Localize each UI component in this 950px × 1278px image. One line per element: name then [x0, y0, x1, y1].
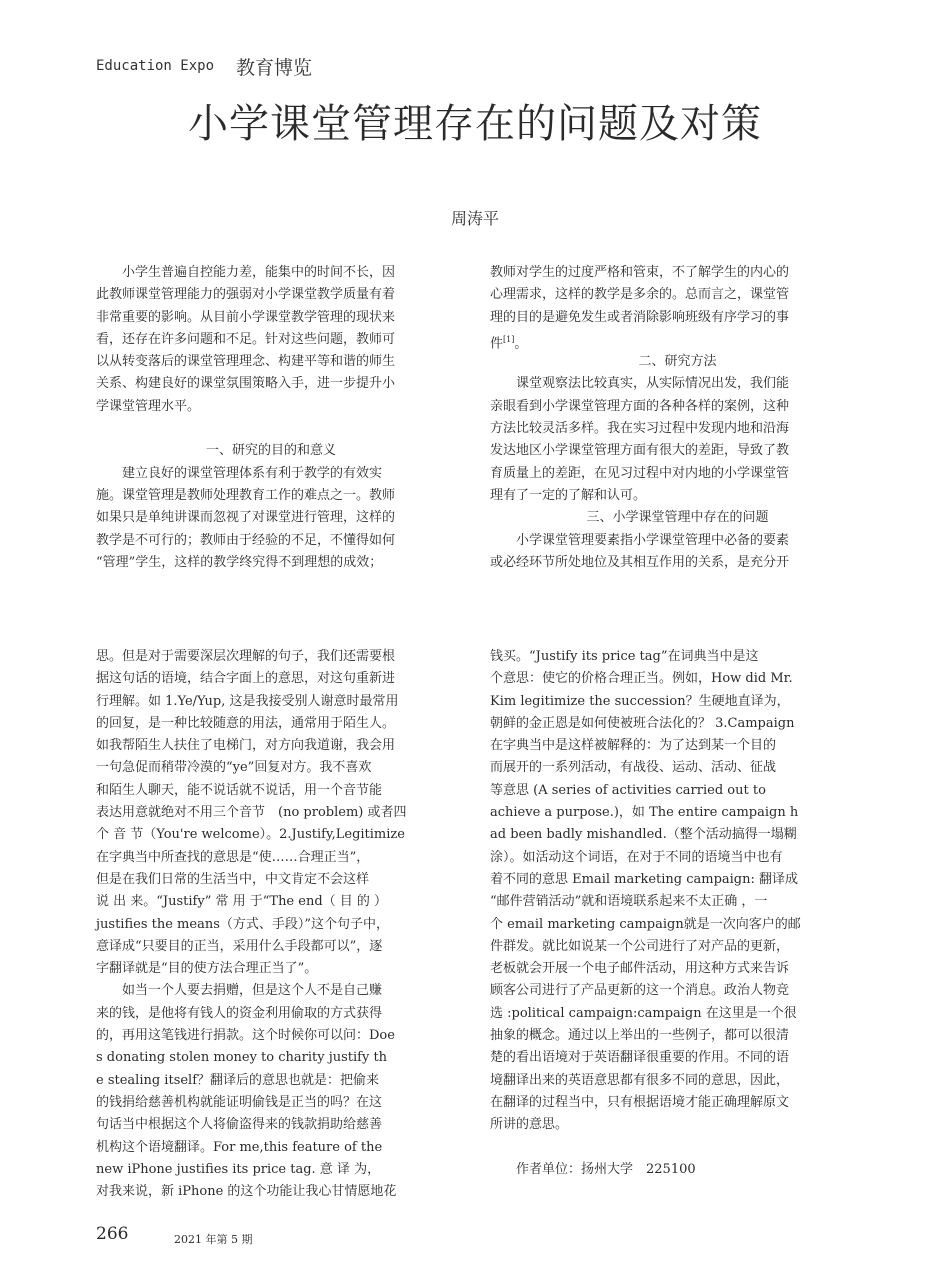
- text-line: e stealing itself？翻译后的意思也就是：把偷来: [96, 1072, 380, 1088]
- text-line: 来的钱，是他将有钱人的资金利用偷取的方式获得: [96, 1005, 383, 1021]
- text-line: 学课堂管理水平。: [96, 398, 201, 414]
- text-line: 小学课堂管理要素指小学课堂管理中必备的要素: [516, 532, 790, 548]
- text-line: 亲眼看到小学课堂管理方面的各种各样的案例，这种: [490, 398, 790, 414]
- text-line: 抽象的概念。通过以上举出的一些例子，都可以很清: [490, 1028, 790, 1044]
- text-line: 或必经环节所处地位及其相互作用的关系，是充分开: [490, 554, 790, 570]
- text-line: 在翻译的过程当中，只有根据语境才能正确理解原文: [490, 1094, 790, 1110]
- text-line: 育质量上的差距，在见习过程中对内地的小学课堂管: [490, 465, 790, 481]
- text-line: 和陌生人聊天，能不说话就不说话，用一个音节能: [96, 782, 383, 798]
- text-line: 件[1]。: [490, 334, 528, 352]
- text-line: “管理”学生，这样的教学终究得不到理想的成效；: [96, 554, 383, 570]
- upper-left-column: [96, 262, 446, 574]
- text-line: 施。课堂管理是教师处理教育工作的难点之一。教师: [96, 487, 396, 503]
- text-line: 一句急促而稍带冷漠的“ye”回复对方。我不喜欢: [96, 760, 372, 776]
- text-line: 件群发。就比如说某一个公司进行了对产品的更新，: [490, 938, 790, 954]
- text-line: 发达地区小学课堂管理方面有很大的差距，导致了教: [490, 443, 790, 459]
- text-line: 理的目的是避免发生或者消除影响班级有序学习的事: [490, 309, 790, 325]
- text-line: 如我帮陌生人扶住了电梯门，对方向我道谢，我会用: [96, 738, 396, 754]
- text-line: 境翻译出来的英语意思都有很多不同的意思，因此，: [490, 1072, 790, 1088]
- citation-ref: [1]: [503, 334, 515, 344]
- article-author: 周涛平: [450, 209, 499, 228]
- text-line: 心理需求，这样的教学是多余的。总而言之，课堂管: [490, 287, 790, 303]
- text-line: 钱买。“Justify its price tag”在词典当中是这: [490, 649, 759, 664]
- text-line: 老板就会开展一个电子邮件活动，用这种方式来告诉: [490, 961, 790, 977]
- text-line: 句话当中根据这个人将偷盗得来的钱款捐助给慈善: [96, 1117, 383, 1133]
- text-line: justifies the means（方式、手段）”这个句子中，: [96, 916, 390, 932]
- text-line: 教学是不可行的；教师由于经验的不足，不懂得如何: [96, 532, 396, 548]
- lower-left-column: [96, 646, 471, 1203]
- text-line: 选 :political campaign:campaign 在这里是一个很: [490, 1005, 797, 1021]
- text-line: 关系、构建良好的课堂氛围策略入手，进一步提升小: [96, 376, 396, 392]
- text-line: achieve a purpose.)，如 The entire campaign h: [490, 805, 799, 821]
- text-line: 而展开的一系列活动，有战役、运动、活动、征战: [490, 760, 777, 776]
- upper-right-column: [490, 262, 865, 574]
- text-line: 看，还存在许多问题和不足。针对这些问题，教师可: [96, 331, 396, 347]
- text-line: [96, 418, 446, 440]
- text-line: 如果只是单纯讲课而忽视了对课堂进行管理，这样的: [96, 510, 396, 526]
- text-line: 三、小学课堂管理中存在的问题: [586, 510, 769, 526]
- text-line: 建立良好的课堂管理体系有利于教学的有效实: [122, 465, 383, 481]
- text-line: 等意思 (A series of activities carried out to: [490, 782, 766, 798]
- text-line: 一、研究的目的和意义: [205, 443, 336, 459]
- text-line: 楚的看出语境对于英语翻译很重要的作用。不同的语: [490, 1050, 790, 1066]
- text-line: Kim legitimize the succession？生硬地直译为，: [490, 693, 790, 709]
- text-line: ad been badly mishandled.（整个活动搞得一塌糊: [490, 827, 797, 843]
- text-line: “邮件营销活动”就和语境联系起来不太正确 ，一: [490, 894, 768, 910]
- text-line: 说 出 来。“Justify” 常 用 于“The end（ 目 的 ）: [96, 894, 388, 910]
- lower-right-column: [490, 646, 865, 1181]
- text-line: 的回复，是一种比较随意的用法，通常用于陌生人。: [96, 715, 396, 731]
- text-line: 表达用意就绝对不用三个音节 (no problem) 或者四: [96, 805, 407, 821]
- text-line: s donating stolen money to charity justify th: [96, 1050, 388, 1066]
- text-line: 据这句话的语境，结合字面上的意思，对这句重新进: [96, 671, 396, 687]
- page-number: 266: [96, 1224, 129, 1244]
- text-line: 个 音 节（You're welcome）。2.Justify,Legitimize: [96, 827, 405, 843]
- text-line: 顾客公司进行了产品更新的这一个消息。政治人物竞: [490, 983, 790, 999]
- text-line: 涂）。如活动这个词语，在对于不同的语境当中也有: [490, 849, 783, 865]
- text-line: 着不同的意思 Email marketing campaign: 翻译成: [490, 871, 799, 887]
- text-line: 所讲的意思。: [490, 1117, 569, 1133]
- text-line: 理有了一定的了解和认可。: [490, 487, 647, 503]
- text-line: 课堂观察法比较真实，从实际情况出发，我们能: [516, 376, 790, 392]
- text-line: 的，再用这笔钱进行捐款。这个时候你可以问：Doe: [96, 1028, 395, 1044]
- text-line: [490, 1137, 865, 1159]
- text-line: 机构这个语境翻译。For me,this feature of the: [96, 1139, 383, 1155]
- text-line: 作者单位：扬州大学 225100: [516, 1161, 696, 1177]
- text-line: 对我来说，新 iPhone 的这个功能让我心甘情愿地花: [96, 1184, 397, 1200]
- text-line: 教师对学生的过度严格和管束，不了解学生的内心的: [490, 265, 790, 280]
- article-title: 小学课堂管理存在的问题及对策: [188, 101, 762, 147]
- text-line: 的钱捐给慈善机构就能证明偷钱是正当的吗？在这: [96, 1094, 383, 1110]
- text-line: 非常重要的影响。从目前小学课堂教学管理的现状来: [96, 309, 396, 325]
- text-line: 如当一个人要去捐赠，但是这个人不是自己赚: [122, 983, 383, 999]
- text-line: 以从转变落后的课堂管理理念、构建平等和谐的师生: [96, 354, 396, 370]
- text-line: 二、研究方法: [638, 354, 717, 370]
- text-line: 字翻译就是“目的使方法合理正当了”。: [96, 961, 318, 977]
- text-line: 此教师课堂管理能力的强弱对小学课堂教学质量有着: [96, 287, 396, 303]
- text-line: 方法比较灵活多样。我在实习过程中发现内地和沿海: [490, 421, 790, 437]
- text-line: 意译成“只要目的正当，采用什么手段都可以”，逐: [96, 938, 383, 954]
- text-line: 朝鲜的金正恩是如何使被班合法化的？ 3.Campaign: [490, 715, 795, 731]
- text-line: 小学生普遍自控能力差，能集中的时间不长，因: [122, 265, 396, 280]
- text-line: 个 email marketing campaign就是一次向客户的邮: [490, 916, 801, 932]
- text-line: 个意思：使它的价格合理正当。例如，How did Mr.: [490, 671, 793, 687]
- text-line: 在字典当中是这样被解释的：为了达到某一个目的: [490, 738, 777, 754]
- issue-label: 2021 年第 5 期: [174, 1233, 253, 1246]
- text-line: 行理解。如 1.Ye/Yup, 这是我接受别人谢意时最常用: [96, 693, 399, 709]
- journal-name-en: Education Expo: [96, 58, 215, 74]
- text-line: new iPhone justifies its price tag. 意 译 为，: [96, 1161, 381, 1177]
- text-line: 在字典当中所查找的意思是“使……合理正当”，: [96, 849, 370, 865]
- text-line: 但是在我们日常的生活当中，中文肯定不会这样: [96, 871, 370, 887]
- text-line: 思。但是对于需要深层次理解的句子，我们还需要根: [96, 649, 396, 664]
- journal-name-cn: 教育博览: [236, 57, 313, 79]
